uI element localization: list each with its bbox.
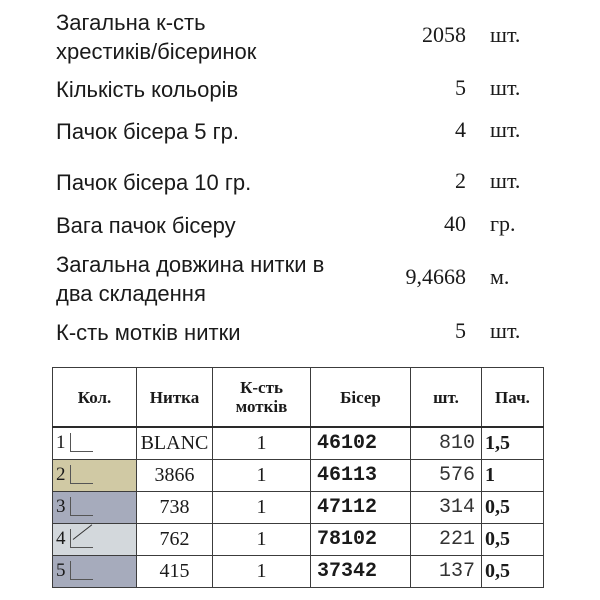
table-row bbox=[53, 492, 544, 524]
skein-count-cell: 1 bbox=[213, 492, 311, 524]
skein-count-cell: 1 bbox=[213, 460, 311, 492]
thread-cell: 762 bbox=[137, 524, 213, 556]
summary-unit: гр. bbox=[490, 211, 516, 236]
header-nytka: Нитка bbox=[137, 368, 213, 428]
summary-label-line: Вага пачок бісеру bbox=[56, 213, 236, 238]
diagonal-stitch-icon bbox=[70, 529, 93, 548]
table-row bbox=[53, 556, 544, 588]
summary-label-line: К-сть мотків нитки bbox=[56, 320, 241, 345]
thread-cell: 3866 bbox=[137, 460, 213, 492]
blank-symbol-icon bbox=[70, 465, 93, 484]
color-table bbox=[52, 367, 544, 588]
summary-label-line: Пачок бісера 10 гр. bbox=[56, 170, 252, 195]
color-number: 1 bbox=[56, 432, 66, 453]
header-kol: Кол. bbox=[53, 368, 137, 428]
color-number: 5 bbox=[56, 560, 66, 581]
summary-label-line: хрестиків/бісеринок bbox=[56, 39, 257, 64]
table-row bbox=[53, 427, 544, 460]
header-motky-line2: мотків bbox=[235, 397, 288, 416]
bead-code-cell: 46113 bbox=[311, 460, 411, 492]
skein-count-cell: 1 bbox=[213, 427, 311, 460]
summary-unit: шт. bbox=[490, 117, 521, 142]
color-cell bbox=[53, 556, 137, 588]
bead-count-cell: 137 bbox=[411, 556, 482, 588]
skein-count-cell: 1 bbox=[213, 524, 311, 556]
bead-count-cell: 221 bbox=[411, 524, 482, 556]
bead-count-cell: 810 bbox=[411, 427, 482, 460]
table-row bbox=[53, 524, 544, 556]
summary-value: 5 bbox=[455, 75, 466, 100]
summary-label-line: Загальна довжина нитки в bbox=[56, 252, 325, 277]
blank-symbol-icon bbox=[70, 561, 93, 580]
summary-unit: шт. bbox=[490, 22, 521, 47]
pack-count-cell: 1,5 bbox=[482, 427, 544, 460]
pack-count-cell: 0,5 bbox=[482, 492, 544, 524]
header-motky bbox=[213, 368, 311, 428]
bead-count-cell: 576 bbox=[411, 460, 482, 492]
bead-code-cell: 46102 bbox=[311, 427, 411, 460]
summary-unit: м. bbox=[490, 264, 510, 289]
color-cell bbox=[53, 524, 137, 556]
bead-code-cell: 37342 bbox=[311, 556, 411, 588]
summary-value: 9,4668 bbox=[405, 264, 466, 289]
header-pach: Пач. bbox=[482, 368, 544, 428]
blank-symbol-icon bbox=[70, 497, 93, 516]
bead-count-cell: 314 bbox=[411, 492, 482, 524]
color-number: 3 bbox=[56, 496, 66, 517]
summary-label-line: Пачок бісера 5 гр. bbox=[56, 119, 240, 144]
summary-label-line: Кількість кольорів bbox=[56, 77, 239, 102]
summary-unit: шт. bbox=[490, 75, 521, 100]
header-biser: Бісер bbox=[311, 368, 411, 428]
thread-cell: 415 bbox=[137, 556, 213, 588]
summary-value: 2058 bbox=[422, 22, 466, 47]
table-header-row bbox=[53, 368, 544, 428]
bead-code-cell: 78102 bbox=[311, 524, 411, 556]
summary-unit: шт. bbox=[490, 318, 521, 343]
color-number: 2 bbox=[56, 464, 66, 485]
summary-value: 40 bbox=[444, 211, 466, 236]
thread-cell: BLANC bbox=[137, 427, 213, 460]
color-cell bbox=[53, 492, 137, 524]
pack-count-cell: 0,5 bbox=[482, 556, 544, 588]
summary-value: 4 bbox=[455, 117, 466, 142]
summary-label-line: два складення bbox=[56, 281, 206, 306]
pack-count-cell: 0,5 bbox=[482, 524, 544, 556]
header-motky-line1: К-сть bbox=[240, 378, 283, 397]
summary-unit: шт. bbox=[490, 168, 521, 193]
thread-cell: 738 bbox=[137, 492, 213, 524]
summary-value: 2 bbox=[455, 168, 466, 193]
blank-symbol-icon bbox=[70, 433, 93, 452]
table-row bbox=[53, 460, 544, 492]
skein-count-cell: 1 bbox=[213, 556, 311, 588]
summary-label-line: Загальна к-сть bbox=[56, 10, 206, 35]
bead-code-cell: 47112 bbox=[311, 492, 411, 524]
color-cell bbox=[53, 460, 137, 492]
color-number: 4 bbox=[56, 528, 66, 549]
summary-value: 5 bbox=[455, 318, 466, 343]
pack-count-cell: 1 bbox=[482, 460, 544, 492]
color-cell bbox=[53, 427, 137, 460]
header-sht: шт. bbox=[411, 368, 482, 428]
